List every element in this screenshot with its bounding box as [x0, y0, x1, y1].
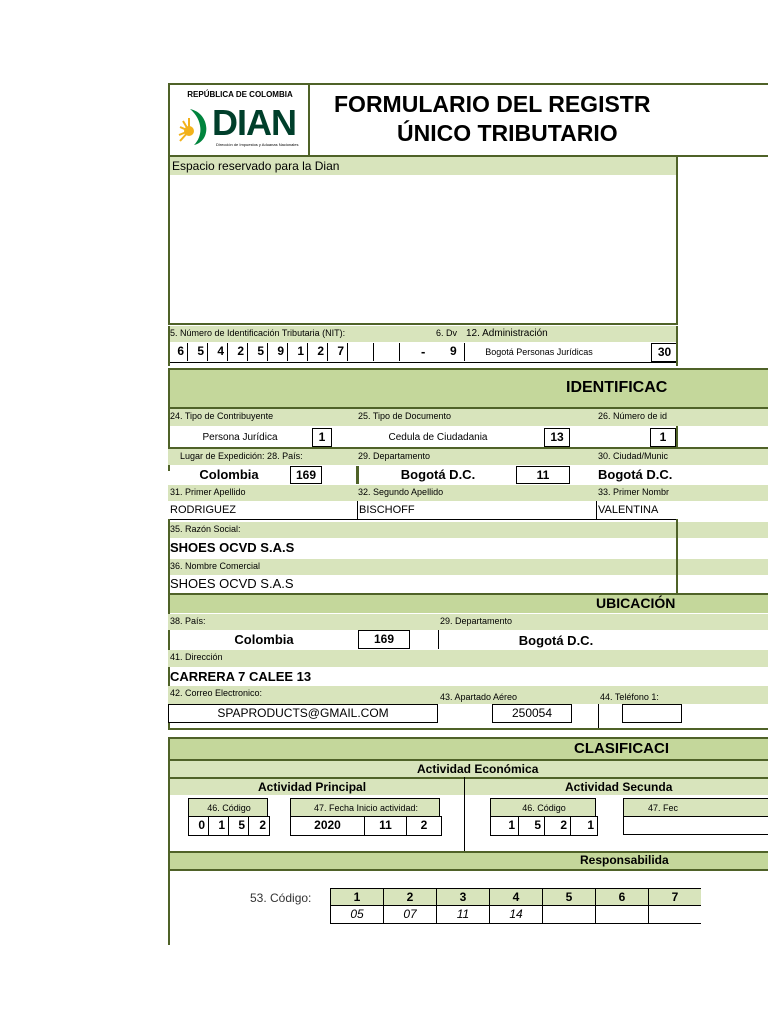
lugar-expedicion-label: Lugar de Expedición: 28. País:	[168, 449, 356, 465]
tipo-contribuyente-code: 1	[312, 428, 332, 447]
ubicacion-pais-code: 169	[358, 630, 410, 649]
correo-value: SPAPRODUCTS@GMAIL.COM	[168, 704, 438, 723]
codigo-digit: 0	[189, 817, 209, 835]
codigo-digit: 1	[587, 818, 594, 832]
codigo53-column-header: 1	[330, 888, 383, 906]
codigo53-value: 05	[330, 906, 383, 924]
nit-digit: 2	[308, 343, 328, 361]
tipo-documento-code: 13	[544, 428, 570, 447]
primer-apellido-value: RODRIGUEZ	[170, 504, 236, 516]
codigo53-value	[542, 906, 595, 924]
ubicacion-depto-value: Bogotá D.C.	[518, 633, 594, 648]
direccion-label: 41. Dirección	[168, 650, 768, 667]
republic-label: REPÚBLICA DE COLOMBIA	[187, 90, 293, 99]
ubicacion-depto-label: 29. Departamento	[438, 614, 768, 630]
principal-codigo-label: 46. Código	[188, 798, 268, 816]
codigo-digit: 2	[545, 817, 571, 835]
nit-dv: 9	[450, 344, 457, 358]
ciudad-label: 30. Ciudad/Munic	[596, 449, 768, 465]
segundo-apellido-label: 32. Segundo Apellido	[356, 485, 596, 501]
nit-digit: 5	[248, 343, 268, 361]
codigo53-header	[330, 888, 701, 906]
ubicacion-pais-value: Colombia	[234, 632, 294, 647]
form-title-line2: ÚNICO TRIBUTARIO	[397, 120, 618, 146]
reserved-space	[168, 155, 678, 325]
codigo53-column-header: 2	[383, 888, 436, 906]
expedicion-pais: Colombia	[199, 467, 259, 482]
reserved-space-label: Espacio reservado para la Dian	[170, 157, 676, 175]
nit-digit: 9	[268, 343, 288, 361]
correo-label: 42. Correo Electronico:	[168, 686, 438, 704]
actividad-economica-label: Actividad Económica	[417, 762, 539, 776]
secundaria-fecha-label: 47. Fec	[623, 798, 768, 816]
rut-form	[168, 83, 768, 945]
codigo53-column-header: 4	[489, 888, 542, 906]
responsabilidades-band	[168, 851, 768, 871]
razon-social-label: 35. Razón Social:	[168, 522, 768, 538]
responsabilidades-label: Responsabilida	[580, 853, 669, 867]
fecha-part: 2	[420, 818, 428, 832]
nit-digit: 5	[188, 343, 208, 361]
ubicacion-pais-label: 38. País:	[168, 614, 438, 630]
dv-label: 6. Dv	[434, 326, 464, 342]
clasificacion-title: CLASIFICACI	[574, 740, 669, 757]
departamento-label: 29. Departamento	[356, 449, 596, 465]
clasificacion-band	[168, 737, 768, 761]
codigo53-value: 07	[383, 906, 436, 924]
admin-code: 30	[651, 343, 678, 362]
codigo53-value	[648, 906, 701, 924]
codigo-digit: 2	[259, 818, 266, 832]
principal-fecha-label: 47. Fecha Inicio actividad:	[290, 798, 440, 816]
actividad-principal-label: Actividad Principal	[258, 780, 367, 794]
expedicion-ciudad: Bogotá D.C.	[598, 467, 673, 482]
expedicion-pais-code: 169	[290, 466, 322, 484]
nit-digit: 6	[168, 343, 188, 361]
tipo-documento-label: 25. Tipo de Documento	[356, 409, 570, 426]
sun-logo-icon	[176, 105, 212, 147]
nit-label: 5. Número de Identificación Tributaria (NIT):	[168, 326, 434, 342]
primer-nombre-value: VALENTINA	[598, 504, 659, 516]
codigo53-column-header: 7	[648, 888, 701, 906]
codigo53-column-header: 3	[436, 888, 489, 906]
fecha-part: 11	[365, 817, 407, 835]
secundaria-codigo-label: 46. Código	[490, 798, 596, 816]
primer-nombre-label: 33. Primer Nombr	[596, 485, 768, 501]
apartado-value: 250054	[492, 704, 572, 723]
tipo-contribuyente-value: Persona Jurídica	[202, 432, 278, 443]
ubicacion-title: UBICACIÓN	[596, 595, 676, 611]
form-title-line1: FORMULARIO DEL REGISTR	[334, 91, 651, 117]
nit-digit: 4	[208, 343, 228, 361]
primer-apellido-label: 31. Primer Apellido	[168, 485, 356, 501]
telefono-label: 44. Teléfono 1:	[598, 686, 768, 704]
codigo-digit: 5	[519, 817, 545, 835]
nombre-comercial-label: 36. Nombre Comercial	[168, 559, 768, 575]
expedicion-depto: Bogotá D.C.	[400, 467, 476, 482]
codigo53-column-header: 6	[595, 888, 648, 906]
logo-subtext: Dirección de Impuestos y Aduanas Nacionales	[216, 142, 299, 147]
tipo-documento-value: Cedula de Ciudadania	[388, 432, 488, 443]
principal-codigo	[188, 816, 270, 836]
nit-digit: 1	[288, 343, 308, 361]
codigo53-value	[595, 906, 648, 924]
identificacion-title: IDENTIFICAC	[566, 379, 668, 396]
numero-id-label: 26. Número de id	[596, 409, 768, 426]
codigo53-values	[330, 906, 701, 924]
direccion-value: CARRERA 7 CALEE 13	[170, 669, 312, 684]
telefono-value	[622, 704, 682, 723]
nit-digit: 7	[328, 343, 348, 361]
secundaria-codigo	[490, 816, 598, 836]
nombre-comercial-value: SHOES OCVD S.A.S	[170, 576, 294, 591]
codigo53-label: 53. Código:	[250, 891, 312, 905]
nit-digits	[168, 343, 426, 361]
nit-digit	[374, 343, 400, 361]
identificacion-band	[168, 368, 768, 409]
apartado-label: 43. Apartado Aéreo	[438, 686, 598, 704]
dian-logo	[170, 85, 310, 155]
ubicacion-band	[168, 595, 768, 613]
fecha-part: 2020	[291, 817, 365, 835]
admin-value: Bogotá Personas Jurídicas	[485, 347, 593, 357]
codigo53-value: 11	[436, 906, 489, 924]
codigo-digit: 5	[229, 817, 249, 835]
nit-dash: -	[421, 344, 426, 359]
principal-fecha	[290, 816, 442, 836]
admin-label: 12. Administración	[464, 326, 678, 342]
nit-digit: 2	[228, 343, 248, 361]
numero-id-value: 1	[650, 428, 676, 447]
codigo-digit: 1	[491, 817, 519, 835]
segundo-apellido-value: BISCHOFF	[359, 504, 415, 516]
logo-text: DIAN	[212, 102, 296, 143]
codigo53-value: 14	[489, 906, 542, 924]
nit-digit	[348, 343, 374, 361]
tipo-contribuyente-label: 24. Tipo de Contribuyente	[168, 409, 330, 426]
razon-social-value: SHOES OCVD S.A.S	[170, 540, 295, 555]
expedicion-depto-code: 11	[516, 466, 570, 484]
codigo53-column-header: 5	[542, 888, 595, 906]
actividad-secundaria-label: Actividad Secunda	[565, 780, 673, 794]
codigo-digit: 1	[209, 817, 229, 835]
